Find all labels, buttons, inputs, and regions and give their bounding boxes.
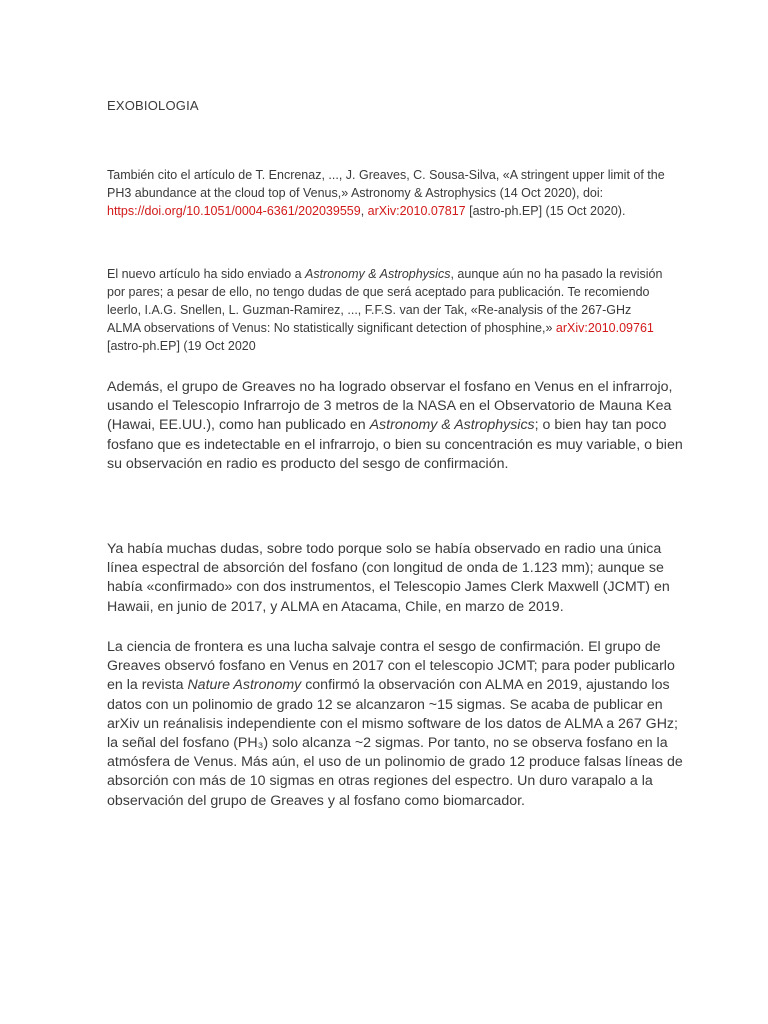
- p2-text-middle: , aunque aún no ha pasado la revisión por pares; a pesar de ello, no tengo dudas de que será aceptado para publicación. Te recomiendo leerlo, I.A.G. Snellen, L. Guzman-Ramirez, ..., F.F.S. van der Tak, «Re-analysis of the 267-GHz ALMA observations of Venus: No statistically significant detection of phosphine,»: [107, 267, 663, 335]
- paragraph-confirmation-bias: [107, 638, 687, 811]
- paragraph-citation-snellen: [107, 265, 667, 355]
- arxiv-link-09761[interactable]: arXiv:2010.09761: [555, 321, 654, 335]
- p3-text-start: Además, el grupo de Greaves no ha logrado observar el fosfano en Venus en el infrarrojo, usando el Telescopio Infrarrojo de 3 metros de la NASA en el Observatorio de Mauna Kea (Hawai, EE.UU.), como han publicado en: [107, 379, 673, 434]
- p5-journal-name: Nature Astronomy: [187, 677, 302, 694]
- p1-separator: ,: [360, 204, 368, 218]
- p2-text-end: [astro-ph.EP] (19 Oct 2020: [107, 339, 256, 353]
- p3-text-end: ; o bien hay tan poco fosfano que es indetectable en el infrarrojo, o bien su concentración es muy variable, o bien su observación en radio es producto del sesgo de confirmación.: [107, 417, 683, 472]
- arxiv-link-07817[interactable]: arXiv:2010.07817: [367, 204, 466, 218]
- p2-journal-name: Astronomy & Astrophysics: [305, 267, 451, 281]
- p2-text-start: El nuevo artículo ha sido enviado a: [107, 267, 306, 281]
- p1-text-end: [astro-ph.EP] (15 Oct 2020).: [465, 204, 626, 218]
- paragraph-infrared: [107, 378, 687, 474]
- p1-text-start: También cito el artículo de T. Encrenaz, ..., J. Greaves, C. Sousa-Silva, «A stringent upper limit of the PH3 abundance at the cloud top of Venus,» Astronomy & Astrophysics (14 Oct 2020), doi:: [107, 168, 665, 200]
- doi-link[interactable]: https://doi.org/10.1051/0004-6361/202039559: [107, 204, 361, 218]
- document-heading: EXOBIOLOGIA: [107, 98, 199, 113]
- p5-text-end: confirmó la observación con ALMA en 2019, ajustando los datos con un polinomio de grado 12 se alcanzaron ~15 sigmas. Se acaba de publicar en arXiv un reánalisis independiente con el mismo software de los datos de ALMA a 267 GHz; la señal del fosfano (PH₃) solo alcanza ~2 sigmas. Por tanto, no se observa fosfano en la atmósfera de Venus. Más aún, el uso de un polinomio de grado 12 produce falsas líneas de absorción con más de 10 sigmas en otras regiones del espectro. Un duro varapalo a la observación del grupo de Greaves y al fosfano como biomarcador.: [107, 677, 683, 809]
- p5-text-start: La ciencia de frontera es una lucha salvaje contra el sesgo de confirmación. El grupo de Greaves observó fosfano en Venus en 2017 con el telescopio JCMT; para poder publicarlo en la revista: [107, 639, 675, 694]
- p3-journal-name: Astronomy & Astrophysics: [369, 417, 535, 434]
- paragraph-citation-encrenaz: [107, 166, 667, 220]
- paragraph-doubts: Ya había muchas dudas, sobre todo porque solo se había observado en radio una única línea espectral de absorción del fosfano (con longitud de onda de 1.123 mm); aunque se había «confirmado» con dos instrumentos, el Telescopio James Clerk Maxwell (JCMT) en Hawaii, en junio de 2017, y ALMA en Atacama, Chile, en marzo de 2019.: [107, 541, 670, 615]
